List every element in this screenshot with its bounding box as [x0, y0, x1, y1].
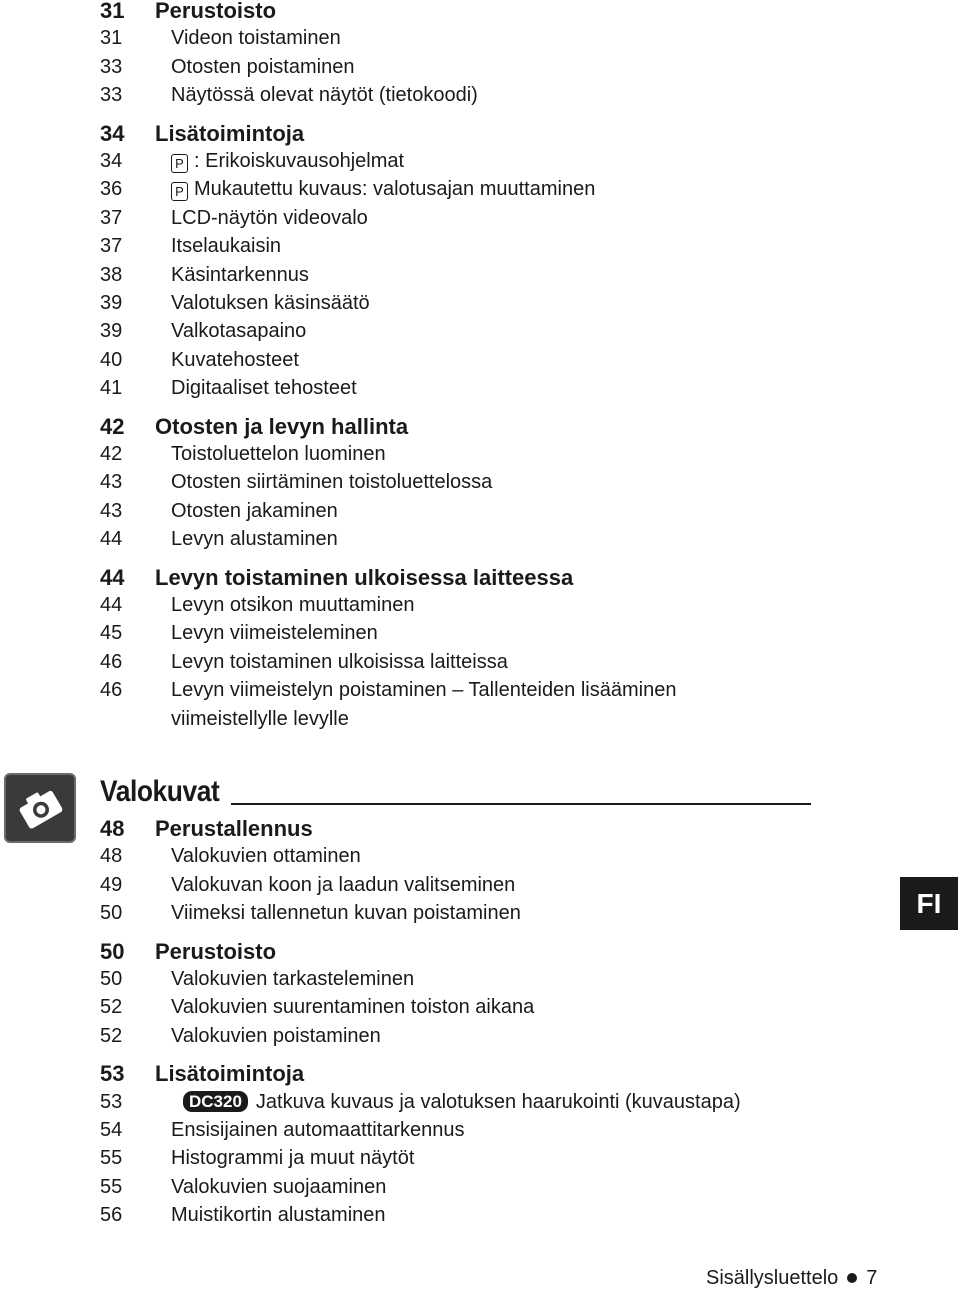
toc-title — [171, 619, 378, 647]
toc-title-text: Toistoluettelon luominen — [171, 443, 386, 465]
toc-entry[interactable] — [0, 232, 960, 260]
toc-title-text: Valokuvien suojaaminen — [171, 1175, 387, 1198]
toc-page-number: 50 — [100, 902, 123, 925]
toc-heading[interactable] — [0, 413, 960, 441]
toc-title-text: Ensisijainen automaattitarkennus — [171, 1119, 465, 1141]
toc-title — [171, 965, 414, 993]
toc-title — [171, 899, 521, 927]
toc-title-text: viimeistellylle levylle — [171, 707, 349, 730]
toc-title — [155, 938, 276, 966]
toc-entry[interactable] — [0, 993, 960, 1021]
toc-page-number: 44 — [100, 594, 123, 616]
toc-title — [171, 1116, 465, 1144]
toc-entry[interactable] — [0, 289, 960, 317]
toc-title — [171, 648, 508, 676]
toc-title-text: Perustallennus — [155, 816, 313, 841]
toc-title-text: Digitaaliset tehosteet — [171, 377, 357, 400]
toc-heading[interactable] — [0, 1060, 960, 1088]
toc-page-number: 38 — [100, 263, 123, 286]
toc-title — [171, 175, 595, 203]
toc-page-number: 33 — [100, 55, 123, 78]
toc-title-text: LCD-näytön videovalo — [171, 206, 368, 229]
toc-heading[interactable] — [0, 815, 960, 843]
toc-title — [171, 261, 309, 289]
toc-entry[interactable] — [0, 317, 960, 345]
toc-page-number: 54 — [100, 1119, 123, 1141]
toc-title-text: Valokuvien ottaminen — [171, 845, 361, 868]
toc-title-text: Valokuvien poistaminen — [171, 1024, 381, 1047]
toc-title-text: Valokuvan koon ja laadun valitseminen — [171, 873, 516, 896]
toc-title — [171, 676, 676, 704]
toc-page-number: 39 — [100, 292, 123, 314]
toc-page-number: 34 — [100, 120, 125, 146]
bullet-icon — [847, 1273, 857, 1283]
toc-entry[interactable] — [0, 619, 960, 647]
toc-title — [155, 0, 276, 25]
toc-page-number: 31 — [100, 27, 123, 50]
page-number: 7 — [866, 1267, 878, 1289]
toc-title-text: Videon toistaminen — [171, 27, 341, 50]
toc-entry[interactable] — [0, 676, 960, 704]
toc-entry[interactable] — [0, 440, 960, 468]
toc-page-number: 43 — [100, 499, 123, 522]
toc-page-number: 36 — [100, 178, 123, 201]
toc-entry[interactable] — [0, 147, 960, 175]
toc-title-text: Levyn otsikon muuttaminen — [171, 594, 415, 616]
toc-page-number: 33 — [100, 84, 123, 107]
toc-title-text: Lisätoimintoja — [155, 1061, 305, 1087]
toc-page-number: 46 — [100, 650, 123, 673]
toc-title-text: Mukautettu kuvaus: valotusajan muuttaminen — [194, 178, 596, 201]
toc-title — [155, 815, 313, 843]
toc-page-number: 50 — [100, 938, 125, 964]
program-mode-icon: P — [171, 182, 188, 201]
toc-title — [171, 81, 478, 109]
toc-heading[interactable] — [0, 0, 960, 25]
toc-entry[interactable] — [0, 24, 960, 52]
toc-title — [171, 53, 354, 81]
toc-heading[interactable] — [0, 938, 960, 966]
toc-title-text: Itselaukaisin — [171, 235, 282, 258]
toc-page-number: 45 — [100, 622, 123, 645]
toc-title — [171, 204, 368, 232]
toc-entry[interactable] — [0, 497, 960, 525]
toc-title — [171, 232, 281, 260]
toc-title-text: Levyn alustaminen — [171, 528, 338, 551]
toc-entry[interactable] — [0, 1144, 960, 1172]
toc-page-number: 55 — [100, 1147, 123, 1170]
toc-entry[interactable] — [0, 871, 960, 899]
toc-heading[interactable] — [0, 120, 960, 148]
toc-title — [171, 147, 404, 175]
toc-title-text: Perustoisto — [155, 938, 277, 964]
toc-page-number: 42 — [100, 443, 123, 465]
toc-title — [171, 317, 306, 345]
toc-entry[interactable] — [0, 648, 960, 676]
toc-title-text: Otosten ja levyn hallinta — [155, 413, 409, 439]
page-footer — [706, 1264, 877, 1292]
toc-title-text: Valokuvien suurentaminen toiston aikana — [171, 996, 535, 1019]
toc-title-text: Otosten jakaminen — [171, 499, 338, 522]
toc-title — [171, 468, 492, 496]
toc-title-text: Otosten siirtäminen toistoluettelossa — [171, 471, 493, 494]
toc-page-number: 39 — [100, 320, 123, 343]
toc-page-number: 34 — [100, 150, 123, 172]
toc-title — [171, 1173, 386, 1201]
toc-title — [171, 497, 338, 525]
toc-entry[interactable] — [0, 1173, 960, 1201]
toc-page-number: 52 — [100, 996, 123, 1019]
toc-page-number: 44 — [100, 564, 125, 590]
toc-entry[interactable] — [0, 899, 960, 927]
toc-page-number: 55 — [100, 1175, 123, 1198]
toc-entry-continuation[interactable] — [0, 705, 960, 733]
toc-page-number: 43 — [100, 471, 123, 494]
toc-page-number: 37 — [100, 235, 123, 258]
toc-title — [171, 374, 357, 402]
toc-title — [171, 591, 414, 619]
toc-title — [171, 1022, 381, 1050]
model-badge: DC320 — [183, 1091, 248, 1112]
toc-title-text: Käsintarkennus — [171, 263, 309, 286]
toc-page-number: 42 — [100, 413, 125, 439]
toc-entry[interactable] — [0, 1116, 960, 1144]
toc-title-text: Kuvatehosteet — [171, 348, 299, 371]
toc-title — [171, 1144, 414, 1172]
toc-entry[interactable] — [0, 346, 960, 374]
toc-title — [171, 1088, 741, 1116]
toc-title — [171, 289, 370, 317]
language-tab: FI — [900, 877, 958, 930]
toc-title — [171, 525, 338, 553]
toc-title-text: Levyn toistaminen ulkoisessa laitteessa — [155, 564, 574, 590]
toc-title — [171, 1201, 386, 1229]
toc-title — [171, 346, 299, 374]
toc-heading[interactable] — [0, 564, 960, 592]
toc-title — [171, 842, 361, 870]
toc-title-text: Levyn toistaminen ulkoisissa laitteissa — [171, 650, 508, 673]
toc-title-text: Valokuvien tarkasteleminen — [171, 968, 415, 990]
toc-page-number: 31 — [100, 0, 125, 23]
toc-page-number: 48 — [100, 816, 125, 841]
toc-title-text: Lisätoimintoja — [155, 120, 305, 146]
toc-entry[interactable] — [0, 1201, 960, 1229]
toc-page-number: 52 — [100, 1024, 123, 1047]
toc-page-number: 44 — [100, 528, 123, 551]
toc-title-text: Otosten poistaminen — [171, 55, 355, 78]
toc-page-number: 56 — [100, 1204, 123, 1227]
toc-entry[interactable] — [0, 525, 960, 553]
toc-title-text: Muistikortin alustaminen — [171, 1204, 386, 1227]
toc-title-text: Histogrammi ja muut näytöt — [171, 1147, 415, 1170]
toc-entry[interactable] — [0, 261, 960, 289]
toc-entry[interactable] — [0, 468, 960, 496]
toc-page-number: 53 — [100, 1061, 125, 1087]
toc-entry[interactable] — [0, 175, 960, 203]
toc-title-text: Levyn viimeistelyn poistaminen – Tallenteiden lisääminen — [171, 679, 677, 702]
toc-title — [155, 413, 408, 441]
toc-title — [171, 993, 534, 1021]
program-mode-icon: P — [171, 154, 188, 173]
toc-title-text: Jatkuva kuvaus ja valotuksen haarukointi (kuvaustapa) — [255, 1090, 741, 1113]
toc-title — [171, 871, 515, 899]
toc-page-number: 53 — [100, 1090, 123, 1113]
toc-entry[interactable] — [0, 204, 960, 232]
toc-title-text: : Erikoiskuvausohjelmat — [194, 150, 405, 172]
toc-page-number: 48 — [100, 845, 123, 868]
toc-entry[interactable] — [0, 591, 960, 619]
toc-page-number: 49 — [100, 873, 123, 896]
toc-title — [155, 1060, 304, 1088]
section-title: Valokuvat — [100, 775, 220, 808]
toc-entry[interactable] — [0, 842, 960, 870]
toc-entry[interactable] — [0, 1088, 960, 1116]
toc-page-number: 40 — [100, 348, 123, 371]
toc-title-text: Levyn viimeisteleminen — [171, 622, 378, 645]
toc-page-number: 46 — [100, 679, 123, 702]
toc-entry[interactable] — [0, 81, 960, 109]
toc-title — [155, 120, 304, 148]
toc-title — [171, 24, 341, 52]
toc-title — [171, 440, 386, 468]
toc-title-text: Perustoisto — [155, 0, 277, 23]
toc-title-text: Viimeksi tallennetun kuvan poistaminen — [171, 902, 521, 925]
footer-label: Sisällysluettelo — [706, 1267, 839, 1289]
toc-page-number: 41 — [100, 377, 123, 400]
toc-page-number: 50 — [100, 968, 123, 990]
toc-title-text: Näytössä olevat näytöt (tietokoodi) — [171, 84, 478, 107]
toc-title — [155, 564, 573, 592]
toc-entry[interactable] — [0, 1022, 960, 1050]
section-rule — [231, 803, 811, 805]
toc-title-text: Valotuksen käsinsäätö — [171, 292, 370, 314]
toc-entry[interactable] — [0, 965, 960, 993]
toc-title-text: Valkotasapaino — [171, 320, 307, 343]
toc-entry[interactable] — [0, 53, 960, 81]
toc-entry[interactable] — [0, 374, 960, 402]
toc-page-number: 37 — [100, 206, 123, 229]
